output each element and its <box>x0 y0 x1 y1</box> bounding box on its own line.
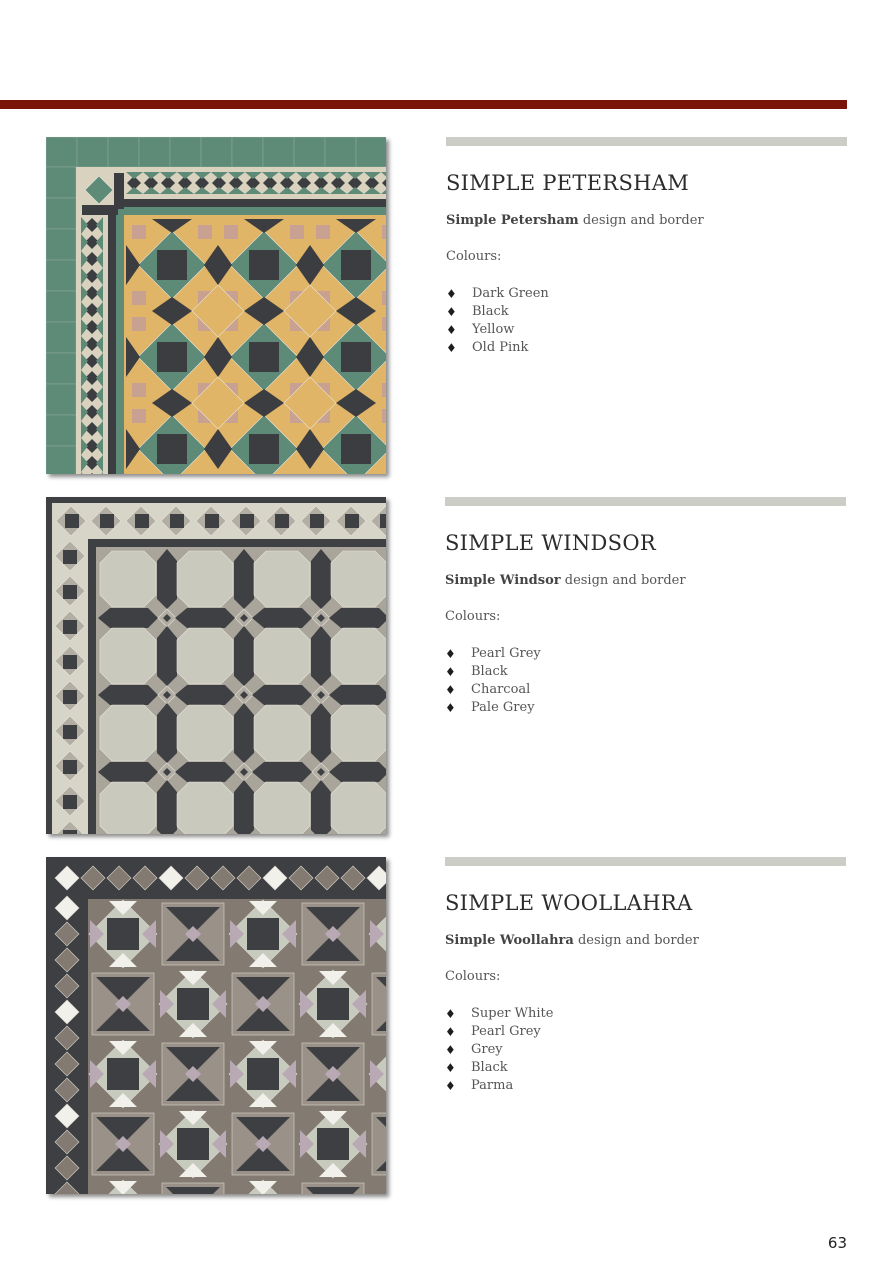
colour-item <box>445 1077 553 1095</box>
section-woollahra <box>0 857 892 1202</box>
colour-item <box>445 645 541 663</box>
pattern-title: SIMPLE WINDSOR <box>445 531 656 555</box>
section-bar <box>445 497 846 506</box>
colour-item <box>445 1059 553 1077</box>
colour-item <box>446 303 549 321</box>
windsor-tile-image <box>46 497 386 834</box>
description-bold: Simple Petersham <box>446 213 579 228</box>
colour-name: Charcoal <box>471 682 531 697</box>
colour-name: Old Pink <box>472 340 529 355</box>
colour-name: Black <box>471 664 508 679</box>
diamond-bullet-icon: ♦ <box>445 683 456 697</box>
diamond-bullet-icon: ♦ <box>446 323 457 337</box>
colour-name: Dark Green <box>472 286 549 301</box>
diamond-bullet-icon: ♦ <box>445 1007 456 1021</box>
description-bold: Simple Windsor <box>445 573 561 588</box>
pattern-title: SIMPLE PETERSHAM <box>446 171 690 195</box>
colour-name: Pale Grey <box>471 700 535 715</box>
colours-list <box>446 285 549 357</box>
pattern-description <box>446 213 704 228</box>
description-bold: Simple Woollahra <box>445 933 574 948</box>
colour-name: Grey <box>471 1042 503 1057</box>
diamond-bullet-icon: ♦ <box>446 305 457 319</box>
petersham-info <box>446 137 847 467</box>
colours-list <box>445 1005 553 1095</box>
diamond-bullet-icon: ♦ <box>445 701 456 715</box>
colours-label: Colours: <box>445 969 501 984</box>
petersham-tile-image <box>46 137 386 474</box>
colour-name: Yellow <box>472 322 515 337</box>
colours-label: Colours: <box>446 249 502 264</box>
colour-item <box>445 699 541 717</box>
windsor-info <box>445 497 846 827</box>
diamond-bullet-icon: ♦ <box>445 1061 456 1075</box>
colour-item <box>446 321 549 339</box>
colour-name: Super White <box>471 1006 554 1021</box>
colour-item <box>446 339 549 357</box>
section-bar <box>445 857 846 866</box>
woollahra-tile-image <box>46 857 386 1194</box>
section-bar <box>446 137 847 146</box>
colour-item <box>446 285 549 303</box>
woollahra-info <box>445 857 846 1187</box>
diamond-bullet-icon: ♦ <box>445 647 456 661</box>
description-text: design and border <box>560 573 686 588</box>
diamond-bullet-icon: ♦ <box>445 1025 456 1039</box>
pattern-description <box>445 933 699 948</box>
colour-item <box>445 681 541 699</box>
colour-item <box>445 1041 553 1059</box>
colour-name: Pearl Grey <box>471 1024 541 1039</box>
section-petersham <box>0 137 892 482</box>
colour-name: Black <box>472 304 509 319</box>
colours-list <box>445 645 541 717</box>
diamond-bullet-icon: ♦ <box>446 287 457 301</box>
page-number: 63 <box>827 1234 847 1252</box>
pattern-description <box>445 573 686 588</box>
section-windsor <box>0 497 892 842</box>
description-text: design and border <box>578 213 704 228</box>
pattern-title: SIMPLE WOOLLAHRA <box>445 891 693 915</box>
top-rule <box>0 100 847 109</box>
diamond-bullet-icon: ♦ <box>445 1043 456 1057</box>
diamond-bullet-icon: ♦ <box>446 341 457 355</box>
colours-label: Colours: <box>445 609 501 624</box>
colour-name: Pearl Grey <box>471 646 541 661</box>
diamond-bullet-icon: ♦ <box>445 665 456 679</box>
colour-item <box>445 1023 553 1041</box>
colour-item <box>445 1005 553 1023</box>
colour-name: Parma <box>471 1078 514 1093</box>
colour-item <box>445 663 541 681</box>
diamond-bullet-icon: ♦ <box>445 1079 456 1093</box>
description-text: design and border <box>573 933 699 948</box>
colour-name: Black <box>471 1060 508 1075</box>
